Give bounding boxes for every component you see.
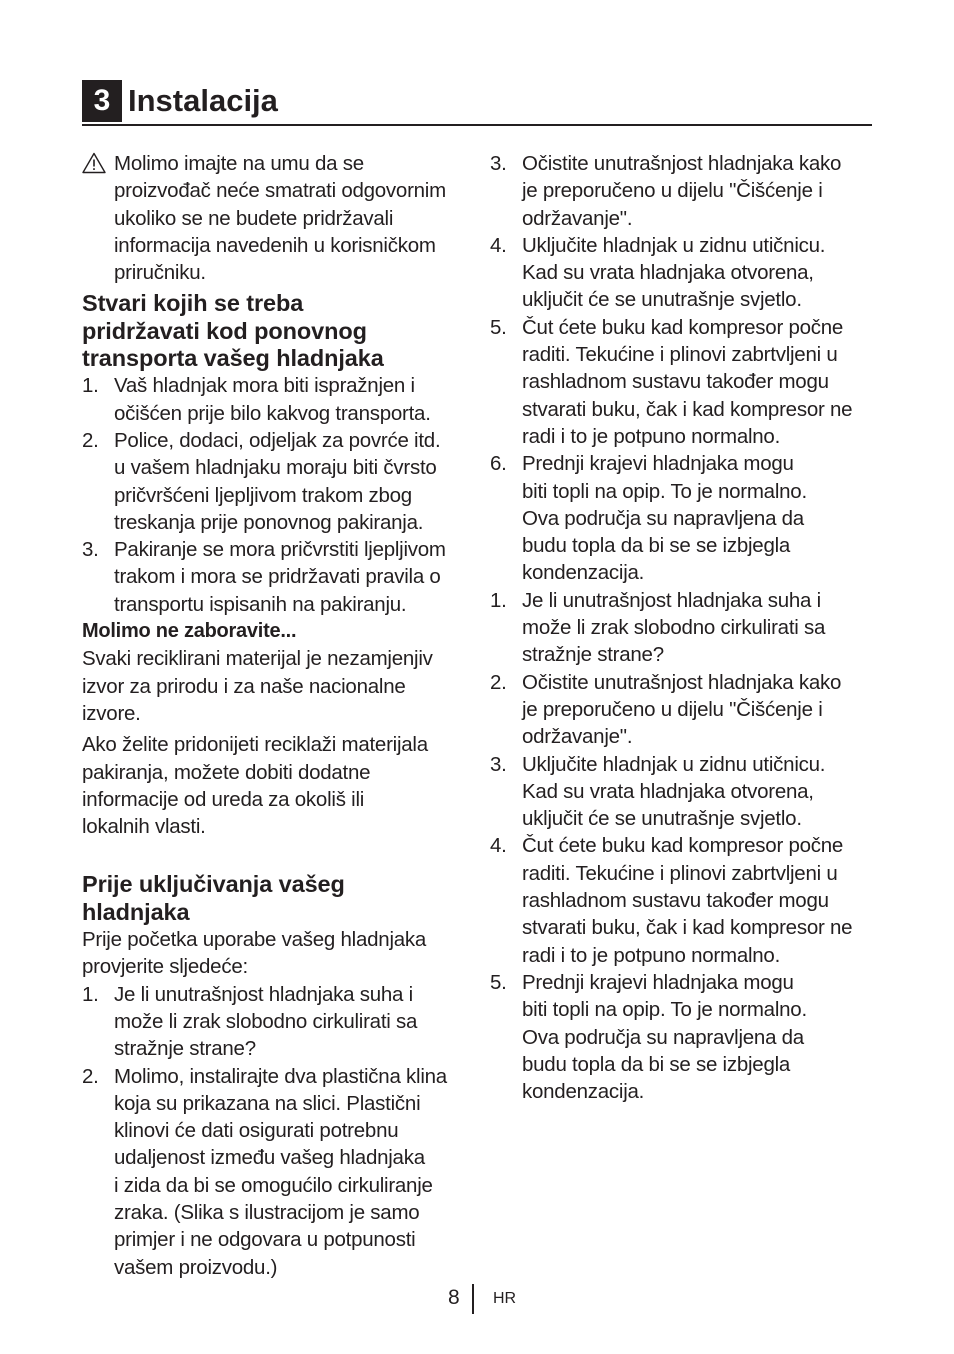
transport-list [82,372,474,618]
reminder-paragraph: Svaki reciklirani materijal je nezamjenjiv izvor za prirodu i za naše nacionalne izvore. [82,647,433,725]
before-intro: Prije početka uporabe vašeg hladnjaka provjerite sljedeće: [82,928,427,979]
page-number: 8 [448,1286,460,1309]
before-switching-on-heading: Prije uključivanja vašeg hladnjaka [82,871,345,925]
list-item: 4. Čut ćete buku kad kompresor počne raditi. Tekućine i plinovi zabrtvljeni u rashladnom sustavu također mogu stvarati buku, čak i kad kompresor ne radi i to je potpuno normalno. [490,834,853,967]
checklist [490,150,882,1105]
list-item: 3. Pakiranje se mora pričvrstiti ljepljivom trakom i mora se pridržavati pravila o transportu ispisanih na pakiranju. [82,538,446,616]
list-item: 3. Uključite hladnjak u zidnu utičnicu. Kad su vrata hladnjaka otvorena, uključit će se unutrašnje svjetlo. [490,752,826,831]
list-item: 2. Molimo, instalirajte dva plastična klina koja su prikazana na slici. Plastični klinovi će dati osigurati potrebnu udaljenost između vašeg hladnjaka i zida da bi se omogućilo cirkuliranje zraka. (Slika s ilustracijom je samo primjer i ne odgovara u potpunosti vašem proizvodu.) [82,1064,447,1279]
recycling-paragraph: Ako želite pridonijeti reciklaži materijala pakiranja, možete dobiti dodatne informacije od ureda za okoliš ili lokalnih vlasti. [82,733,428,839]
list-item: 2. Očistite unutrašnjost hladnjaka kako je preporučeno u dijelu "Čišćenje i održavanje". [490,670,842,749]
warning-text: Molimo imajte na umu da se proizvođač neće smatrati odgovornim ukoliko se ne budete pridržavali informacija navedenih u korisničkom priručniku. [114,152,446,285]
list-item: 2. Police, dodaci, odjeljak za povrće itd. u vašem hladnjaku moraju biti čvrsto pričvršćeni ljepljivom trakom zbog treskanja prije ponovnog pakiranja. [82,428,441,534]
chapter-header [82,80,872,126]
reminder-heading: Molimo ne zaboravite... [82,620,297,643]
language-code: HR [493,1290,517,1307]
list-item: 5. Čut ćete buku kad kompresor počne raditi. Tekućine i plinovi zabrtvljeni u rashladnom sustavu također mogu stvarati buku, čak i kad kompresor ne radi i to je potpuno normalno. [490,315,853,448]
warning-note [82,150,474,286]
warning-triangle-icon [82,152,106,174]
list-item: 1. Je li unutrašnjost hladnjaka suha i može li zrak slobodno cirkulirati sa stražnje strane? [82,982,418,1061]
transport-heading: Stvari kojih se treba pridržavati kod ponovnog transporta vašeg hladnjaka [82,290,384,372]
left-column [82,150,474,1281]
right-column [490,150,882,1105]
list-item: 4. Uključite hladnjak u zidnu utičnicu. Kad su vrata hladnjaka otvorena, uključit će se unutrašnje svjetlo. [490,233,826,312]
before-list [82,981,474,1281]
chapter-number: 3 [82,80,122,122]
list-item: 6. Prednji krajevi hladnjaka mogu biti topli na opip. To je normalno. Ova područja su napravljena da budu topla da bi se se izbjegla kondenzacija. [490,452,807,585]
page-footer [0,1284,954,1314]
list-item: 1. Je li unutrašnjost hladnjaka suha i može li zrak slobodno cirkulirati sa stražnje strane? [490,588,826,667]
list-item: 1. Vaš hladnjak mora biti ispražnjen i očišćen prije bilo kakvog transporta. [82,374,431,425]
chapter-title: Instalacija [128,83,278,118]
list-item: 3. Očistite unutrašnjost hladnjaka kako je preporučeno u dijelu "Čišćenje i održavanje". [490,152,842,230]
list-item: 5. Prednji krajevi hladnjaka mogu biti topli na opip. To je normalno. Ova područja su napravljena da budu topla da bi se se izbjegla kondenzacija. [490,970,807,1104]
footer-divider [472,1284,474,1314]
